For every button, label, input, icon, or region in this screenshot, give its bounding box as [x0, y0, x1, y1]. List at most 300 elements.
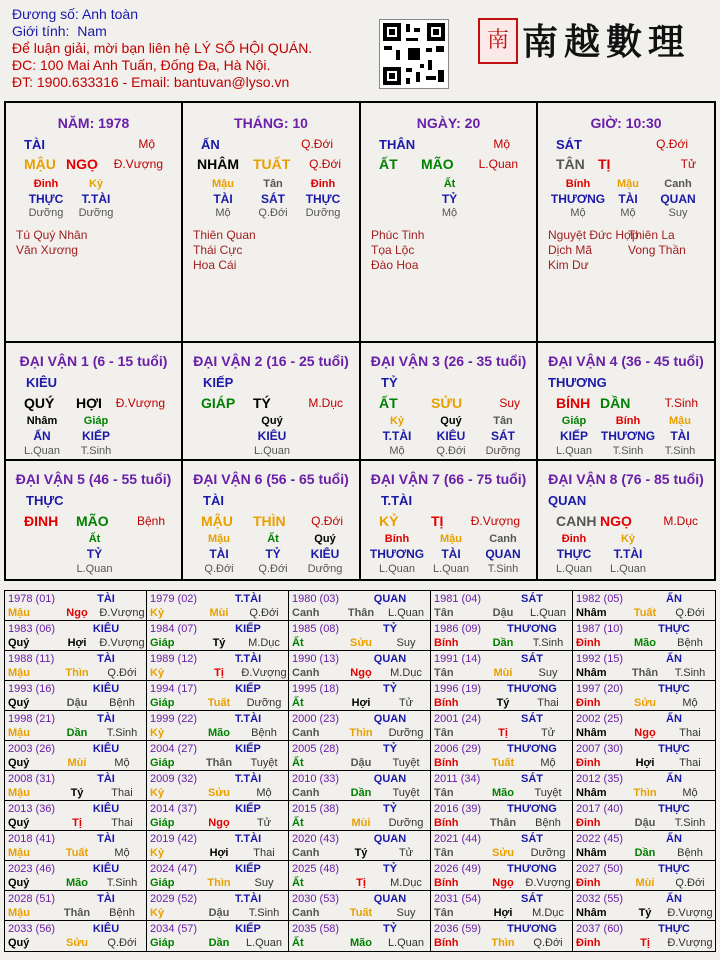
earthly-branch: Thân — [631, 667, 659, 679]
life-stage: Thai — [537, 697, 559, 709]
year-cell[interactable] — [289, 861, 431, 891]
heavenly-stem: Kỷ — [150, 727, 165, 739]
hidden-stem: Mậu — [617, 178, 639, 190]
year-cell[interactable] — [431, 621, 573, 651]
ten-god: SÁT — [521, 833, 543, 845]
year-cell[interactable] — [431, 681, 573, 711]
dai-van-cell[interactable] — [6, 343, 183, 461]
hidden-stem: Đinh — [33, 178, 59, 190]
year-label: 2011 (34) — [434, 773, 481, 785]
year-cell[interactable] — [431, 771, 573, 801]
dai-van-cell[interactable] — [538, 461, 714, 579]
life-stage: Đ.Vượng — [115, 396, 165, 410]
year-cell[interactable] — [147, 741, 289, 771]
year-cell[interactable] — [147, 831, 289, 861]
ten-god: TỶ — [382, 863, 398, 875]
pillar-cell[interactable] — [183, 103, 361, 343]
heavenly-stem: Bính — [434, 937, 459, 949]
earthly-branch: Tý — [638, 907, 652, 919]
life-stage: Thai — [679, 727, 701, 739]
ten-god: TÀI — [97, 713, 115, 725]
year-cell[interactable] — [5, 831, 147, 861]
ten-god: SÁT — [521, 893, 543, 905]
heavenly-stem: Bính — [434, 877, 459, 889]
year-label: 1991 (14) — [434, 653, 482, 665]
year-label: 1985 (08) — [292, 623, 340, 635]
year-label: 1978 (01) — [8, 593, 56, 605]
hidden-stage: L.Quan — [253, 445, 291, 457]
gender-line — [12, 23, 362, 40]
dai-van-cell[interactable] — [361, 343, 538, 461]
heavenly-stem: Giáp — [150, 697, 175, 709]
year-label: 2002 (25) — [576, 713, 624, 725]
year-cell[interactable] — [147, 771, 289, 801]
year-label: 2004 (27) — [150, 743, 198, 755]
heavenly-stem: Tân — [434, 847, 454, 859]
earthly-branch: Tý — [354, 847, 368, 859]
ten-god: T.TÀI — [234, 893, 262, 905]
pillar-chart — [4, 101, 716, 581]
hidden-stage: Dưỡng — [78, 207, 114, 219]
life-stage: Mộ — [682, 697, 698, 709]
auxiliary-star: Thiên La — [628, 228, 675, 242]
ten-god: TÀI — [97, 593, 115, 605]
ten-god: THỰC — [26, 493, 64, 508]
year-cell[interactable] — [573, 771, 715, 801]
hidden-god: TÀI — [618, 192, 638, 206]
year-cell[interactable] — [431, 801, 573, 831]
earthly-branch: SỬU — [431, 395, 463, 411]
heavenly-stem: Quý — [8, 757, 30, 769]
hidden-stem: Ất — [267, 533, 279, 545]
heavenly-stem: ẤT — [379, 156, 398, 172]
dai-van-title: ĐẠI VẬN 8 (76 - 85 tuổi) — [548, 471, 704, 487]
year-cell[interactable] — [5, 711, 147, 741]
heavenly-stem: BÍNH — [556, 395, 591, 411]
year-cell[interactable] — [289, 801, 431, 831]
hidden-stage: Mộ — [620, 207, 636, 219]
auxiliary-star: Tọa Lộc — [371, 243, 415, 257]
life-stage: Q.Đới — [309, 157, 341, 171]
year-cell[interactable] — [573, 681, 715, 711]
year-cell[interactable] — [147, 861, 289, 891]
earthly-branch: Mão — [66, 877, 88, 889]
heavenly-stem: Ất — [292, 817, 304, 829]
hidden-stage: T.Sinh — [80, 445, 112, 457]
earthly-branch: Sửu — [633, 697, 657, 709]
year-cell[interactable] — [431, 591, 573, 621]
life-stage: M.Dục — [248, 637, 280, 649]
ten-god: TỶ — [381, 375, 398, 390]
ten-god: SÁT — [521, 653, 543, 665]
dai-van-title: ĐẠI VẬN 6 (56 - 65 tuổi) — [193, 471, 349, 487]
year-cell[interactable] — [431, 831, 573, 861]
dai-van-title: ĐẠI VẬN 2 (16 - 25 tuổi) — [193, 353, 349, 369]
contact-line: ĐT: 1900.633316 - Email: bantuvan@lyso.vn — [12, 74, 290, 90]
year-label: 2020 (43) — [292, 833, 340, 845]
year-cell[interactable] — [289, 831, 431, 861]
auxiliary-star: Đào Hoa — [371, 258, 419, 272]
dai-van-cell[interactable] — [361, 461, 538, 579]
life-stage: L.Quan — [245, 937, 283, 949]
year-cell[interactable] — [289, 681, 431, 711]
heavenly-stem: Ất — [292, 637, 304, 649]
hidden-stem: Tân — [263, 178, 283, 190]
year-label: 2035 (58) — [292, 923, 340, 935]
hidden-god: THƯƠNG — [550, 192, 606, 206]
earthly-branch: Tuất — [491, 757, 515, 769]
hidden-stage: Q.Đới — [204, 563, 234, 575]
year-cell[interactable] — [289, 741, 431, 771]
year-label: 1981 (04) — [434, 593, 482, 605]
year-label: 1980 (03) — [292, 593, 340, 605]
earthly-branch: Tuất — [65, 847, 89, 859]
ten-god: ẤN — [666, 653, 682, 665]
hidden-god: THƯƠNG — [369, 547, 425, 561]
brand-logo: 南越數理 — [522, 21, 691, 63]
ten-god: THƯƠNG — [507, 803, 557, 815]
earthly-branch: Tý — [70, 787, 84, 799]
year-label: 2030 (53) — [292, 893, 340, 905]
earthly-branch: Sửu — [349, 637, 373, 649]
earthly-branch: Mão — [634, 637, 656, 649]
dai-van-title: ĐẠI VẬN 7 (66 - 75 tuổi) — [370, 471, 527, 487]
year-label: 1989 (12) — [150, 653, 198, 665]
earthly-branch: TỊ — [598, 156, 611, 172]
earthly-branch: Thân — [489, 817, 517, 829]
heavenly-stem: Mậu — [8, 607, 30, 619]
heavenly-stem: Giáp — [150, 757, 175, 769]
life-stage: Suy — [538, 667, 558, 679]
heavenly-stem: Nhâm — [576, 667, 607, 679]
year-cell[interactable] — [431, 651, 573, 681]
earthly-branch: HỢI — [76, 395, 102, 411]
ten-god: THỰC — [658, 923, 690, 935]
heavenly-stem: Tân — [434, 907, 454, 919]
life-stage: Bệnh — [677, 847, 703, 859]
hidden-stage: L.Quan — [378, 563, 416, 575]
year-cell[interactable] — [573, 711, 715, 741]
year-cell[interactable] — [573, 861, 715, 891]
life-stage: Đ.Vượng — [525, 877, 571, 889]
year-cell[interactable] — [289, 891, 431, 921]
year-label: 2031 (54) — [434, 893, 482, 905]
gender-value: Nam — [77, 23, 107, 39]
earthly-branch: Sửu — [207, 787, 231, 799]
year-cell[interactable] — [147, 711, 289, 741]
heavenly-stem: Ất — [292, 757, 304, 769]
year-cell[interactable] — [5, 591, 147, 621]
ten-god: TỶ — [382, 743, 398, 755]
ten-god: T.TÀI — [234, 593, 262, 605]
hidden-stem: Kỷ — [389, 415, 405, 427]
life-stage: Suy — [396, 907, 416, 919]
pillar-title: NĂM: 1978 — [57, 115, 130, 131]
heavenly-stem: Đinh — [576, 697, 601, 709]
ten-god: TÀI — [97, 833, 115, 845]
heavenly-stem: Mậu — [8, 727, 30, 739]
hidden-god: KIÊU — [436, 429, 466, 443]
life-stage: M.Dục — [390, 877, 422, 889]
earthly-branch: Ngọ — [492, 877, 514, 889]
year-cell[interactable] — [147, 681, 289, 711]
year-label: 1999 (22) — [150, 713, 198, 725]
heavenly-stem: MẬU — [24, 156, 56, 172]
hidden-stem: Giáp — [561, 415, 587, 427]
life-stage: L.Quan — [387, 607, 425, 619]
earthly-branch: Tuất — [349, 907, 373, 919]
ten-god: KIÊU — [92, 863, 120, 875]
heavenly-stem: Kỷ — [150, 607, 165, 619]
year-cell[interactable] — [431, 891, 573, 921]
ten-god: QUAN — [373, 833, 407, 845]
ten-god: QUAN — [373, 593, 407, 605]
year-cell[interactable] — [573, 801, 715, 831]
heavenly-stem: Đinh — [576, 937, 601, 949]
dai-van-cell[interactable] — [6, 461, 183, 579]
auxiliary-star: Thái Cực — [193, 243, 243, 257]
year-cell[interactable] — [5, 921, 147, 951]
ten-god: TÀI — [97, 893, 115, 905]
life-stage: Bệnh — [535, 817, 561, 829]
life-stage: Đ.Vượng — [99, 637, 145, 649]
hidden-stage: Suy — [668, 207, 688, 219]
qr-code-icon[interactable] — [379, 19, 449, 89]
year-label: 2000 (23) — [292, 713, 340, 725]
auxiliary-star: Thiên Quan — [193, 228, 256, 242]
life-stage: Tử — [398, 697, 414, 709]
hidden-stage: L.Quan — [609, 563, 647, 575]
ten-god: QUAN — [373, 773, 407, 785]
owner-name-value: Anh toàn — [81, 6, 138, 22]
year-cell[interactable] — [147, 621, 289, 651]
year-cell[interactable] — [431, 711, 573, 741]
heavenly-stem: Kỷ — [150, 787, 165, 799]
life-stage: Tuyệt — [392, 787, 420, 799]
year-cell[interactable] — [573, 891, 715, 921]
year-cell[interactable] — [5, 861, 147, 891]
hidden-god: KIÊU — [310, 547, 340, 561]
ten-god: KIÊU — [92, 923, 120, 935]
year-label: 2008 (31) — [8, 773, 56, 785]
life-stage: Q.Đới — [107, 937, 137, 949]
ten-god: TÀI — [97, 773, 115, 785]
year-label: 2013 (36) — [8, 803, 56, 815]
year-cell[interactable] — [573, 591, 715, 621]
ten-god: TỶ — [382, 923, 398, 935]
life-stage: Bệnh — [136, 514, 165, 528]
year-cell[interactable] — [289, 711, 431, 741]
earthly-branch: Tị — [640, 937, 650, 949]
year-cell[interactable] — [289, 771, 431, 801]
earthly-branch: Ngọ — [634, 727, 656, 739]
year-cell[interactable] — [573, 831, 715, 861]
year-cell[interactable] — [5, 621, 147, 651]
year-cell[interactable] — [147, 801, 289, 831]
hidden-stage: Dưỡng — [28, 207, 64, 219]
year-label: 1993 (16) — [8, 683, 56, 695]
pillar-cell[interactable] — [6, 103, 183, 343]
life-stage: Dưỡng — [388, 817, 424, 829]
ten-god: QUAN — [373, 893, 407, 905]
ten-god: KIẾP — [235, 683, 261, 695]
life-stage: Dưỡng — [246, 697, 282, 709]
heavenly-stem: Kỷ — [150, 907, 165, 919]
heavenly-stem: Tân — [434, 607, 454, 619]
hidden-stage: Mộ — [441, 207, 458, 219]
ten-god: T.TÀI — [234, 773, 262, 785]
auxiliary-star: Dịch Mã — [548, 243, 593, 257]
heavenly-stem: Bính — [434, 697, 459, 709]
year-label: 1996 (19) — [434, 683, 482, 695]
life-stage: M.Dục — [390, 667, 422, 679]
dai-van-cell[interactable] — [183, 343, 361, 461]
earthly-branch: Mùi — [351, 817, 371, 829]
life-stage: Mộ — [540, 757, 556, 769]
earthly-branch: Hợi — [635, 757, 655, 769]
hidden-god: THỰC — [305, 192, 341, 206]
earthly-branch: Dần — [350, 787, 372, 799]
life-stage: Q.Đới — [675, 607, 705, 619]
year-cell[interactable] — [5, 651, 147, 681]
year-cell[interactable] — [289, 921, 431, 951]
year-cell[interactable] — [147, 921, 289, 951]
earthly-branch: Dần — [208, 937, 230, 949]
annual-luck-grid — [4, 590, 716, 952]
year-cell[interactable] — [5, 771, 147, 801]
year-cell[interactable] — [5, 681, 147, 711]
ten-god: TÀI — [203, 493, 224, 508]
year-cell[interactable] — [573, 741, 715, 771]
life-stage: Tuyệt — [250, 757, 278, 769]
year-cell[interactable] — [289, 651, 431, 681]
earthly-branch: Thân — [205, 757, 233, 769]
ten-god: KIẾP — [235, 803, 261, 815]
year-cell[interactable] — [431, 861, 573, 891]
heavenly-stem: Đinh — [576, 877, 601, 889]
year-cell[interactable] — [431, 921, 573, 951]
hidden-god: THỰC — [28, 192, 64, 206]
hidden-stem: Canh — [489, 533, 517, 545]
year-cell[interactable] — [5, 741, 147, 771]
auxiliary-star: Vong Thần — [628, 243, 686, 257]
heavenly-stem: Tân — [434, 667, 454, 679]
year-label: 2032 (55) — [576, 893, 624, 905]
ten-god: THƯƠNG — [507, 863, 557, 875]
year-cell[interactable] — [147, 891, 289, 921]
earthly-branch: Tị — [356, 877, 366, 889]
life-stage: L.Quan — [478, 157, 518, 171]
ten-god: T.TÀI — [234, 713, 262, 725]
earthly-branch: Dần — [66, 727, 88, 739]
year-label: 2006 (29) — [434, 743, 482, 755]
year-label: 1990 (13) — [292, 653, 340, 665]
relation: Mộ — [138, 137, 155, 151]
year-label: 1987 (10) — [576, 623, 624, 635]
earthly-branch: Thân — [63, 907, 91, 919]
year-cell[interactable] — [5, 891, 147, 921]
heavenly-stem: Đinh — [576, 757, 601, 769]
hidden-stage: Dưỡng — [307, 563, 343, 575]
heavenly-stem: ẤT — [379, 395, 398, 411]
ten-god: SÁT — [521, 713, 543, 725]
dai-van-cell[interactable] — [183, 461, 361, 579]
year-label: 2015 (38) — [292, 803, 340, 815]
life-stage: T.Sinh — [248, 907, 280, 919]
year-label: 2009 (32) — [150, 773, 198, 785]
year-label: 2037 (60) — [576, 923, 624, 935]
year-cell[interactable] — [573, 651, 715, 681]
year-label: 1986 (09) — [434, 623, 482, 635]
year-cell[interactable] — [573, 921, 715, 951]
hidden-god: TỶ — [441, 192, 458, 206]
hidden-stem: Nhâm — [26, 415, 58, 427]
hidden-stage: T.Sinh — [487, 563, 519, 575]
life-stage: Suy — [396, 637, 416, 649]
ten-god: THƯƠNG — [507, 683, 557, 695]
heavenly-stem: Ất — [292, 877, 304, 889]
year-cell[interactable] — [5, 801, 147, 831]
year-cell[interactable] — [573, 621, 715, 651]
ten-god: THÂN — [379, 137, 416, 152]
pillar-cell[interactable] — [538, 103, 714, 343]
life-stage: Thai — [253, 847, 275, 859]
ten-god: KIẾP — [235, 743, 261, 755]
ten-god: THƯƠNG — [507, 623, 557, 635]
life-stage: Mộ — [114, 757, 130, 769]
life-stage: Tuyệt — [534, 787, 562, 799]
year-cell[interactable] — [289, 591, 431, 621]
hidden-stage: L.Quan — [555, 563, 593, 575]
life-stage: Bệnh — [109, 697, 135, 709]
hidden-stage: L.Quan — [76, 563, 113, 575]
life-stage: Mộ — [114, 847, 130, 859]
heavenly-stem: Ất — [292, 697, 304, 709]
ten-god: ẤN — [666, 893, 682, 905]
heavenly-stem: Tân — [434, 787, 454, 799]
heavenly-stem: Bính — [434, 637, 459, 649]
hidden-stem: Kỷ — [88, 178, 104, 190]
heavenly-stem: Đinh — [576, 637, 601, 649]
dai-van-cell[interactable] — [538, 343, 714, 461]
life-stage: Đ.Vượng — [241, 667, 287, 679]
heavenly-stem: Giáp — [150, 817, 175, 829]
pillar-cell[interactable] — [361, 103, 538, 343]
year-cell[interactable] — [289, 621, 431, 651]
auxiliary-star: Kim Dư — [548, 258, 589, 272]
life-stage: Q.Đới — [675, 877, 705, 889]
year-cell[interactable] — [431, 741, 573, 771]
year-cell[interactable] — [147, 591, 289, 621]
earthly-branch: Dậu — [66, 697, 88, 709]
ten-god: THỰC — [658, 863, 690, 875]
life-stage: Đ.Vượng — [667, 937, 713, 949]
life-stage: Q.Đới — [533, 937, 563, 949]
ten-god: KIẾP — [203, 375, 234, 390]
hidden-stem: Ất — [443, 178, 456, 190]
year-cell[interactable] — [147, 651, 289, 681]
life-stage: M.Dục — [308, 396, 343, 410]
hidden-god: QUAN — [660, 192, 696, 206]
earthly-branch: Dần — [492, 637, 514, 649]
ten-god: THƯƠNG — [548, 375, 607, 390]
heavenly-stem: Quý — [8, 817, 30, 829]
earthly-branch: Mão — [208, 727, 230, 739]
auxiliary-star: Phúc Tinh — [371, 228, 425, 242]
ten-god: T.TÀI — [234, 653, 262, 665]
year-label: 2025 (48) — [292, 863, 340, 875]
earthly-branch: Dần — [634, 847, 656, 859]
